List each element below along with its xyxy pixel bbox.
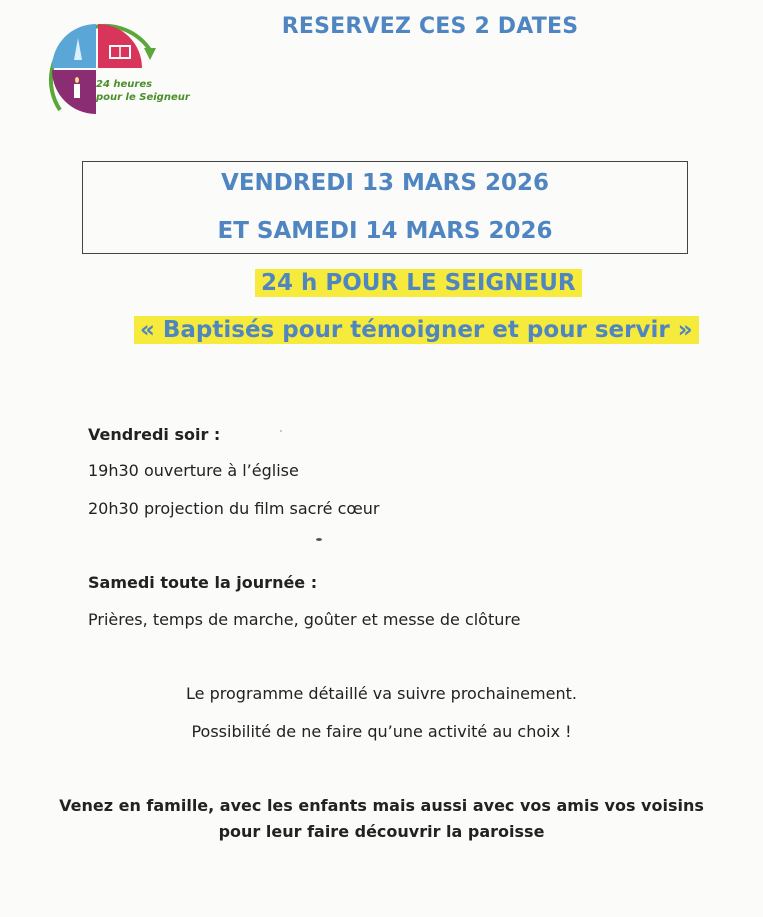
- friday-item-1: 19h30 ouverture à l’église: [88, 461, 299, 480]
- logo-caption-line1: 24 heures: [96, 79, 153, 90]
- logo-caption: [96, 78, 190, 104]
- saturday-item-1: Prières, temps de marche, goûter et messe de clôture: [88, 610, 521, 629]
- event-theme-highlight: « Baptisés pour témoigner et pour servir »: [134, 316, 699, 344]
- saturday-heading: Samedi toute la journée :: [88, 573, 318, 592]
- candle-icon: [74, 84, 80, 98]
- event-name-highlight: 24 h POUR LE SEIGNEUR: [255, 269, 582, 297]
- logo-caption-line2: pour le Seigneur: [96, 92, 190, 103]
- friday-heading: Vendredi soir :: [88, 425, 221, 444]
- note-choice: Possibilité de ne faire qu’une activité au choix !: [191, 722, 572, 741]
- date-line-1: VENDREDI 13 MARS 2026: [221, 170, 549, 196]
- scan-speck: [316, 538, 322, 541]
- invitation-line-1: Venez en famille, avec les enfants mais aussi avec vos amis vos voisins: [59, 796, 704, 815]
- invitation-line-2: pour leur faire découvrir la paroisse: [218, 822, 545, 841]
- friday-item-2: 20h30 projection du film sacré cœur: [88, 499, 380, 518]
- scan-speck: [280, 430, 282, 432]
- page-title: RESERVEZ CES 2 DATES: [281, 14, 579, 39]
- note-program: Le programme détaillé va suivre prochainement.: [186, 684, 577, 703]
- date-line-2: ET SAMEDI 14 MARS 2026: [217, 218, 553, 244]
- arrow-head-icon: [144, 48, 156, 60]
